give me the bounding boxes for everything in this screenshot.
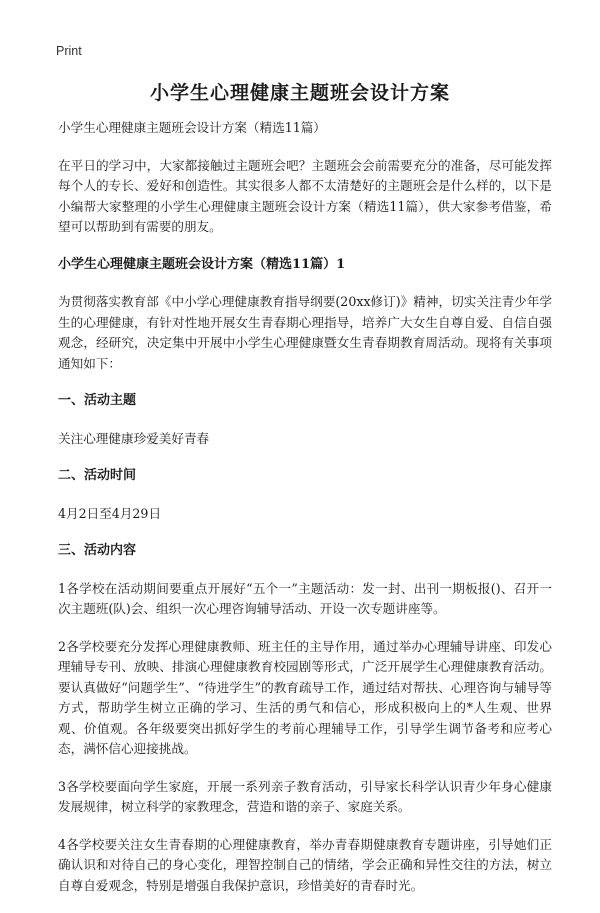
activity-time-text: 4月2日至4月29日 bbox=[58, 505, 162, 521]
content-item: 2各学校要充分发挥心理健康教师、班主任的主导作用，通过举办心理辅导讲座、印发心理辅导专刊、放映、排演心理健康教育校园剧等形式，广泛开展学生心理健康教育活动。要认真做好“问题学生”、“待进学生”的教育疏导工作，通过结对帮扶、心理咨询与辅导等方式，帮助学生树立正确的学习、生活的勇气和信心，形成积极向上的*人生观、世界观、价值观。各年级要突出抓好学生的考前心理辅导工作，引导学生调节备考和应考心态，满怀信心迎接挑战。 bbox=[58, 638, 552, 756]
content-item: 3各学校要面向学生家庭，开展一系列亲子教育活动，引导家长科学认识青少年身心健康发展规律，树立科学的家教理念，营造和谐的亲子、家庭关系。 bbox=[58, 778, 552, 814]
content-item: 4各学校要关注女生青春期的心理健康教育，举办青春期健康教育专题讲座，引导她们正确认识和对待自己的身心变化，理智控制自己的情绪，学会正确和异性交往的方法，树立自尊自爱观念，特别是增强自我保护意识，珍惜美好的青春时光。 bbox=[58, 836, 552, 893]
intro-paragraph: 在平日的学习中，大家都接触过主题班会吧？主题班会会前需要充分的准备，尽可能发挥每个人的专长、爱好和创造性。其实很多人都不太清楚好的主题班会是什么样的，以下是小编帮大家整理的小学生心理健康主题班会设计方案（精选11篇），供大家参考借鉴，希望可以帮助到有需要的朋友。 bbox=[58, 157, 552, 234]
article-body bbox=[58, 118, 552, 913]
page-title: 小学生心理健康主题班会设计方案 bbox=[149, 82, 450, 104]
heading-activity-theme: 一、活动主题 bbox=[58, 393, 137, 408]
subtitle: 小学生心理健康主题班会设计方案（精选11篇） bbox=[58, 120, 326, 135]
activity-theme-text: 关注心理健康珍爱美好青春 bbox=[58, 430, 210, 446]
heading-activity-time: 二、活动时间 bbox=[58, 468, 137, 483]
section-heading: 小学生心理健康主题班会设计方案（精选11篇）1 bbox=[58, 256, 346, 272]
paragraph: 为贯彻落实教育部《中小学心理健康教育指导纲要(20xx修订)》精神，切实关注青少年学生的心理健康，有针对性地开展女生青春期心理指导，培养广大女生自尊自爱、自信自强观念，经研究，决定集中开展中小学生心理健康暨女生青春期教育周活动。现将有关事项通知如下： bbox=[58, 294, 552, 371]
print-link[interactable]: Print bbox=[56, 44, 82, 58]
content-item: 1各学校在活动期间要重点开展好“五个一”主题活动：发一封、出刊一期板报()、召开一次主题班(队)会、组织一次心理咨询辅导活动、开设一次专题讲座等。 bbox=[58, 580, 552, 616]
heading-activity-content: 三、活动内容 bbox=[58, 543, 137, 558]
